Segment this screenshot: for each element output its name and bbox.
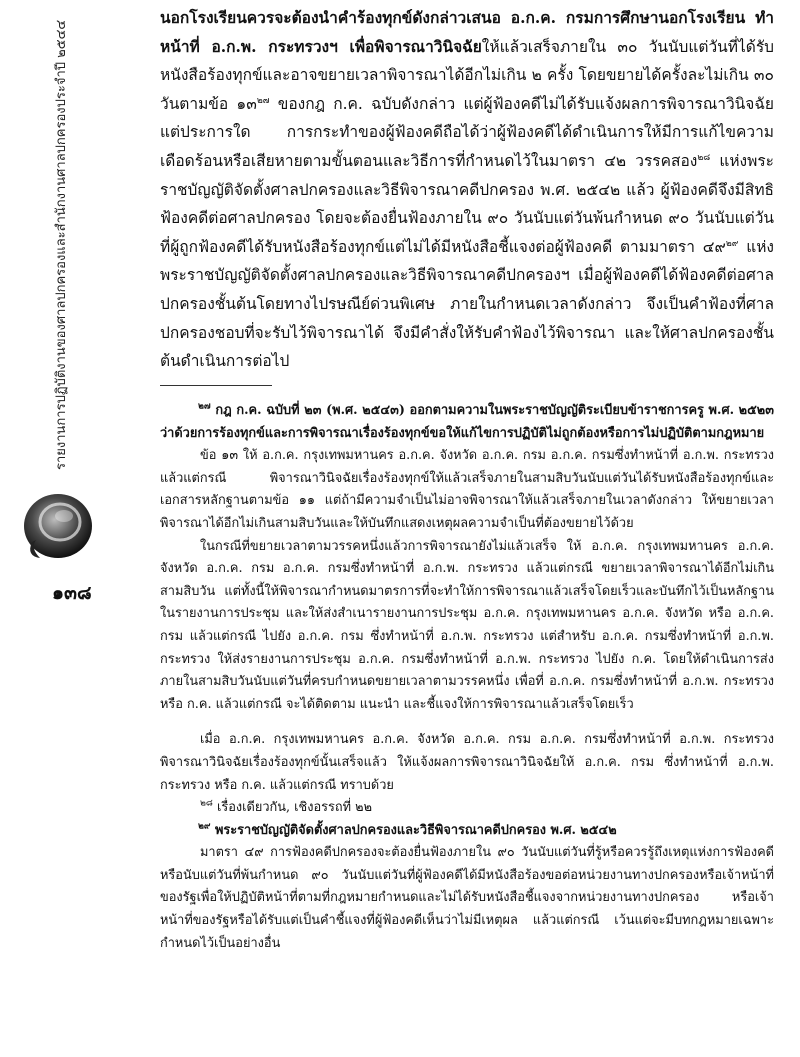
footnote-27-paragraph: ข้อ ๑๓ ให้ อ.ก.ค. กรุงเทพมหานคร อ.ก.ค. จังหวัด อ.ก.ค. กรม อ.ก.ค. กรมซึ่งทำหน้าที่ อ.ก.พ. กระทรวง แล้วแต่กรณี พิจารณาวินิจฉัยเรื่องร้องทุกข์ให้แล้วเสร็จภายในสามสิบวันนับแต่วันได้รับหนังสือร้องทุกข์และเอกสารหลักฐานตามข้อ ๑๑ แต่ถ้ามีความจำเป็นไม่อาจพิจารณาให้แล้วเสร็จภายในเวลาดังกล่าว ให้ขยายเวลาพิจารณาได้อีกไม่เกินสามสิบวันและให้บันทึกแสดงเหตุผลความจำเป็นที่ต้องขยายไว้ด้วย xyxy=(160,448,774,531)
footnote-28-text: เรื่องเดียวกัน, เชิงอรรถที่ ๒๒ xyxy=(216,800,373,816)
footnote-29-number: ๒๙ xyxy=(198,821,211,832)
footnote-ref-29: ๒๙ xyxy=(725,238,739,249)
footnote-28 xyxy=(160,797,774,820)
body-text: ของกฎ ก.ค. ฉบับดังกล่าว แต่ผู้ฟ้องคดีไม่ได้รับแจ้งผลการพิจารณาวินิจฉัยแต่ประการใด การกระทำของผู้ฟ้องคดีถือได้ว่าผู้ฟ้องคดีได้ดำเนินการให้มีการแก้ไขความเดือดร้อนหรือเสียหายตามขั้นตอนและวิธีการที่กำหนดไว้ในมาตรา ๔๒ วรรคสอง xyxy=(160,94,774,170)
ring-logo-icon xyxy=(20,486,96,562)
body-text: ให้แล้วเสร็จภายใน ๓๐ วันนับแต่วันที่ได้รับหนังสือร้องทุกข์และอาจขยายเวลาพิจารณาได้อีกไม่เกิน ๒ ครั้ง โดยขยายได้ครั้งละไม่เกิน ๓๐ วันตามข้อ ๑๓ xyxy=(160,37,774,113)
footnote-separator xyxy=(160,385,272,386)
footnote-29-title: พระราชบัญญัติจัดตั้งศาลปกครองและวิธีพิจารณาคดีปกครอง พ.ศ. ๒๕๔๒ xyxy=(215,822,617,838)
footnote-27-heading xyxy=(160,400,774,445)
footnote-ref-28: ๒๘ xyxy=(697,152,711,163)
footnote-28-number: ๒๘ xyxy=(200,798,213,809)
body-bold-lead: นอกโรงเรียนควรจะต้องนำคำร้องทุกข์ดังกล่าวเสนอ อ.ก.ค. กรมการศึกษานอกโรงเรียน ทำหน้าที่ อ.ก.พ. กระทรวงฯ เพื่อพิจารณาวินิจฉัย xyxy=(160,8,774,56)
footnotes xyxy=(160,400,774,955)
body-text: แห่งพระราชบัญญัติจัดตั้งศาลปกครองและวิธีพิจารณาคดีปกครอง พ.ศ. ๒๕๔๒ แล้ว ผู้ฟ้องคดีจึงมีสิทธิฟ้องคดีต่อศาลปกครอง โดยจะต้องยื่นฟ้องภายใน ๙๐ วันนับแต่วันพ้นกำหนด ๙๐ วันนับแต่วันที่ผู้ถูกฟ้องคดีได้รับหนังสือร้องทุกข์แต่ไม่ได้มีหนังสือชี้แจงต่อผู้ฟ้องคดี ตามมาตรา ๔๙ xyxy=(160,151,774,256)
footnote-27-number: ๒๗ xyxy=(198,401,211,412)
footnote-27-paragraph: ในกรณีที่ขยายเวลาตามวรรคหนึ่งแล้วการพิจารณายังไม่แล้วเสร็จ ให้ อ.ก.ค. กรุงเทพมหานคร อ.ก.ค. จังหวัด อ.ก.ค. กรม อ.ก.ค. กรมซึ่งทำหน้าที่ อ.ก.พ. กระทรวง แล้วแต่กรณี ขยายเวลาพิจารณาได้อีกไม่เกินสามสิบวัน แต่ทั้งนี้ให้พิจารณากำหนดมาตรการที่จะทำให้การพิจารณาแล้วเสร็จโดยเร็วและบันทึกไว้เป็นหลักฐานในรายงานการประชุม และให้ส่งสำเนารายงานการประชุม อ.ก.ค. กรุงเทพมหานคร อ.ก.ค. จังหวัด หรือ อ.ก.ค. กรม แล้วแต่กรณี ไปยัง อ.ก.ค. กรม ซึ่งทำหน้าที่ อ.ก.พ. กระทรวง แต่สำหรับ อ.ก.ค. กรมซึ่งทำหน้าที่ อ.ก.พ. กระทรวง ให้ส่งรายงานการประชุม อ.ก.ค. กรมซึ่งทำหน้าที่ อ.ก.พ. กระทรวง ไปยัง ก.ค. โดยให้ดำเนินการส่งภายในสามสิบวันนับแต่วันที่ครบกำหนดขยายเวลาตามวรรคหนึ่ง เพื่อที่ อ.ก.ค. กรมซึ่งทำหน้าที่ อ.ก.พ. กระทรวง หรือ ก.ค. แล้วแต่กรณี จะได้ติดตาม แนะนำ และชี้แจงให้การพิจารณาแล้วเสร็จโดยเร็ว xyxy=(160,538,774,712)
footnote-29-paragraph: มาตรา ๔๙ การฟ้องคดีปกครองจะต้องยื่นฟ้องภายใน ๙๐ วันนับแต่วันที่รู้หรือควรรู้ถึงเหตุแห่งการฟ้องคดี หรือนับแต่วันที่พ้นกำหนด ๙๐ วันนับแต่วันที่ผู้ฟ้องคดีได้มีหนังสือร้องขอต่อหน่วยงานทางปกครองหรือเจ้าหน้าที่ของรัฐเพื่อให้ปฏิบัติหน้าที่ตามที่กฎหมายกำหนดและไม่ได้รับหนังสือชี้แจงจากหน่วยงานทางปกครอง หรือเจ้าหน้าที่ของรัฐหรือได้รับแต่เป็นคำชี้แจงที่ผู้ฟ้องคดีเห็นว่าไม่มีเหตุผล แล้วแต่กรณี เว้นแต่จะมีบทกฎหมายเฉพาะกำหนดไว้เป็นอย่างอื่น xyxy=(160,845,774,951)
footnote-29-heading xyxy=(160,820,774,843)
body-paragraph xyxy=(160,4,774,376)
body-text: แห่งพระราชบัญญัติจัดตั้งศาลปกครองและวิธีพิจารณาคดีปกครองฯ เมื่อผู้ฟ้องคดีได้ฟ้องคดีต่อศาลปกครองชั้นต้นโดยทางไปรษณีย์ด่วนพิเศษ ภายในกำหนดเวลาดังกล่าว จึงเป็นคำฟ้องที่ศาลปกครองชอบที่จะรับไว้พิจารณาได้ จึงมีคำสั่งให้รับคำฟ้องไว้พิจารณา และให้ศาลปกครองชั้นต้นดำเนินการต่อไป xyxy=(160,237,775,371)
footnote-27-paragraph: เมื่อ อ.ก.ค. กรุงเทพมหานคร อ.ก.ค. จังหวัด อ.ก.ค. กรม อ.ก.ค. กรมซึ่งทำหน้าที่ อ.ก.พ. กระทรวง พิจารณาวินิจฉัยเรื่องร้องทุกข์นั้นเสร็จแล้ว ให้แจ้งผลการพิจารณาวินิจฉัยให้ อ.ก.ค. กรม ซึ่งทำหน้าที่ อ.ก.พ. กระทรวง หรือ ก.ค. แล้วแต่กรณี ทราบด้วย xyxy=(160,732,774,793)
main-body xyxy=(160,4,774,376)
page-number: ๑๓๘ xyxy=(52,582,92,604)
footnote-27-title: กฎ ก.ค. ฉบับที่ ๒๓ (พ.ศ. ๒๕๔๓) ออกตามความในพระราชบัญญัติระเบียบข้าราชการครู พ.ศ. ๒๕๒๓ ว่าด้วยการร้องทุกข์และการพิจารณาเรื่องร้องทุกข์ขอให้แก้ไขการปฏิบัติไม่ถูกต้องหรือการไม่ปฏิบัติตามกฎหมาย xyxy=(160,403,774,441)
footnote-ref-27: ๒๗ xyxy=(256,95,270,106)
